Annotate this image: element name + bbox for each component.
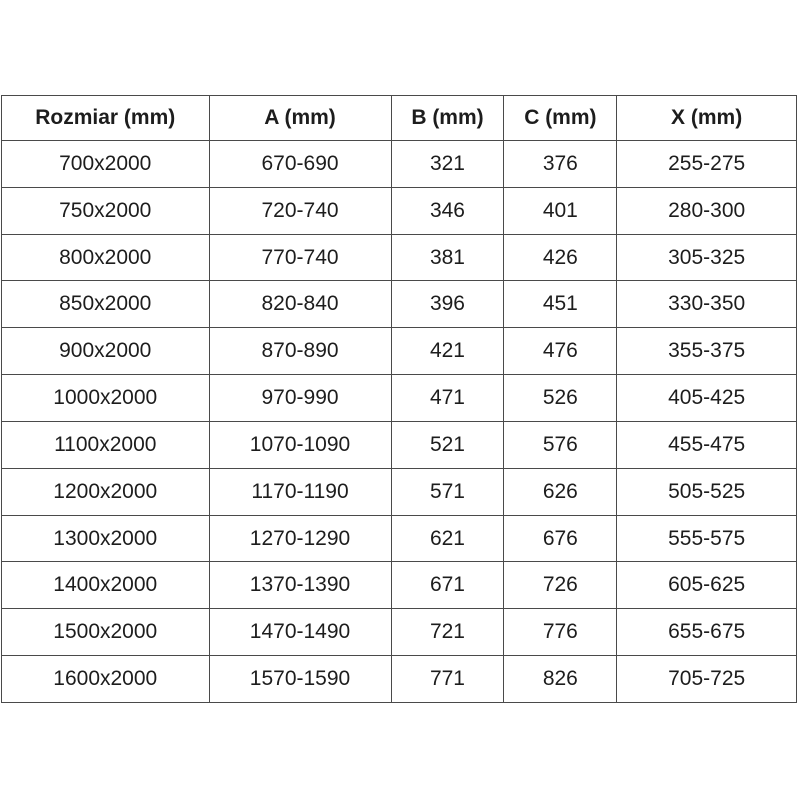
cell-rozmiar: 900x2000 (2, 328, 210, 375)
cell-rozmiar: 850x2000 (2, 281, 210, 328)
cell-x: 655-675 (617, 609, 797, 656)
cell-b: 396 (391, 281, 504, 328)
cell-x: 555-575 (617, 515, 797, 562)
cell-x: 455-475 (617, 421, 797, 468)
table-row (2, 234, 797, 281)
cell-c: 451 (504, 281, 617, 328)
cell-x: 505-525 (617, 468, 797, 515)
cell-b: 321 (391, 141, 504, 188)
table-row (2, 421, 797, 468)
cell-rozmiar: 750x2000 (2, 187, 210, 234)
cell-c: 476 (504, 328, 617, 375)
cell-c: 676 (504, 515, 617, 562)
table-row (2, 515, 797, 562)
cell-rozmiar: 1600x2000 (2, 656, 210, 703)
column-header-b: B (mm) (391, 96, 504, 141)
cell-a: 1570-1590 (209, 656, 391, 703)
cell-rozmiar: 1200x2000 (2, 468, 210, 515)
cell-b: 346 (391, 187, 504, 234)
cell-c: 376 (504, 141, 617, 188)
cell-b: 381 (391, 234, 504, 281)
cell-c: 426 (504, 234, 617, 281)
cell-rozmiar: 1000x2000 (2, 375, 210, 422)
cell-c: 626 (504, 468, 617, 515)
cell-c: 576 (504, 421, 617, 468)
cell-a: 770-740 (209, 234, 391, 281)
table-row (2, 328, 797, 375)
cell-rozmiar: 800x2000 (2, 234, 210, 281)
cell-a: 1170-1190 (209, 468, 391, 515)
table-row (2, 187, 797, 234)
cell-a: 1370-1390 (209, 562, 391, 609)
table-row (2, 375, 797, 422)
cell-x: 405-425 (617, 375, 797, 422)
size-table (1, 95, 797, 703)
cell-rozmiar: 1400x2000 (2, 562, 210, 609)
table-row (2, 281, 797, 328)
cell-rozmiar: 1300x2000 (2, 515, 210, 562)
cell-b: 521 (391, 421, 504, 468)
cell-a: 1470-1490 (209, 609, 391, 656)
header-row (2, 96, 797, 141)
column-header-a: A (mm) (209, 96, 391, 141)
cell-rozmiar: 700x2000 (2, 141, 210, 188)
cell-x: 605-625 (617, 562, 797, 609)
cell-b: 721 (391, 609, 504, 656)
cell-a: 820-840 (209, 281, 391, 328)
table-row (2, 141, 797, 188)
column-header-rozmiar: Rozmiar (mm) (2, 96, 210, 141)
cell-x: 255-275 (617, 141, 797, 188)
cell-a: 870-890 (209, 328, 391, 375)
cell-rozmiar: 1500x2000 (2, 609, 210, 656)
cell-a: 720-740 (209, 187, 391, 234)
cell-x: 305-325 (617, 234, 797, 281)
cell-c: 401 (504, 187, 617, 234)
cell-c: 726 (504, 562, 617, 609)
cell-a: 1270-1290 (209, 515, 391, 562)
cell-b: 771 (391, 656, 504, 703)
column-header-c: C (mm) (504, 96, 617, 141)
cell-b: 571 (391, 468, 504, 515)
cell-x: 355-375 (617, 328, 797, 375)
cell-a: 670-690 (209, 141, 391, 188)
cell-b: 471 (391, 375, 504, 422)
cell-b: 421 (391, 328, 504, 375)
table-row (2, 609, 797, 656)
cell-b: 671 (391, 562, 504, 609)
table-body (2, 141, 797, 703)
cell-b: 621 (391, 515, 504, 562)
cell-rozmiar: 1100x2000 (2, 421, 210, 468)
table-row (2, 656, 797, 703)
cell-c: 526 (504, 375, 617, 422)
cell-c: 826 (504, 656, 617, 703)
cell-x: 705-725 (617, 656, 797, 703)
table-row (2, 468, 797, 515)
cell-c: 776 (504, 609, 617, 656)
cell-x: 330-350 (617, 281, 797, 328)
column-header-x: X (mm) (617, 96, 797, 141)
cell-a: 970-990 (209, 375, 391, 422)
table-row (2, 562, 797, 609)
cell-x: 280-300 (617, 187, 797, 234)
cell-a: 1070-1090 (209, 421, 391, 468)
